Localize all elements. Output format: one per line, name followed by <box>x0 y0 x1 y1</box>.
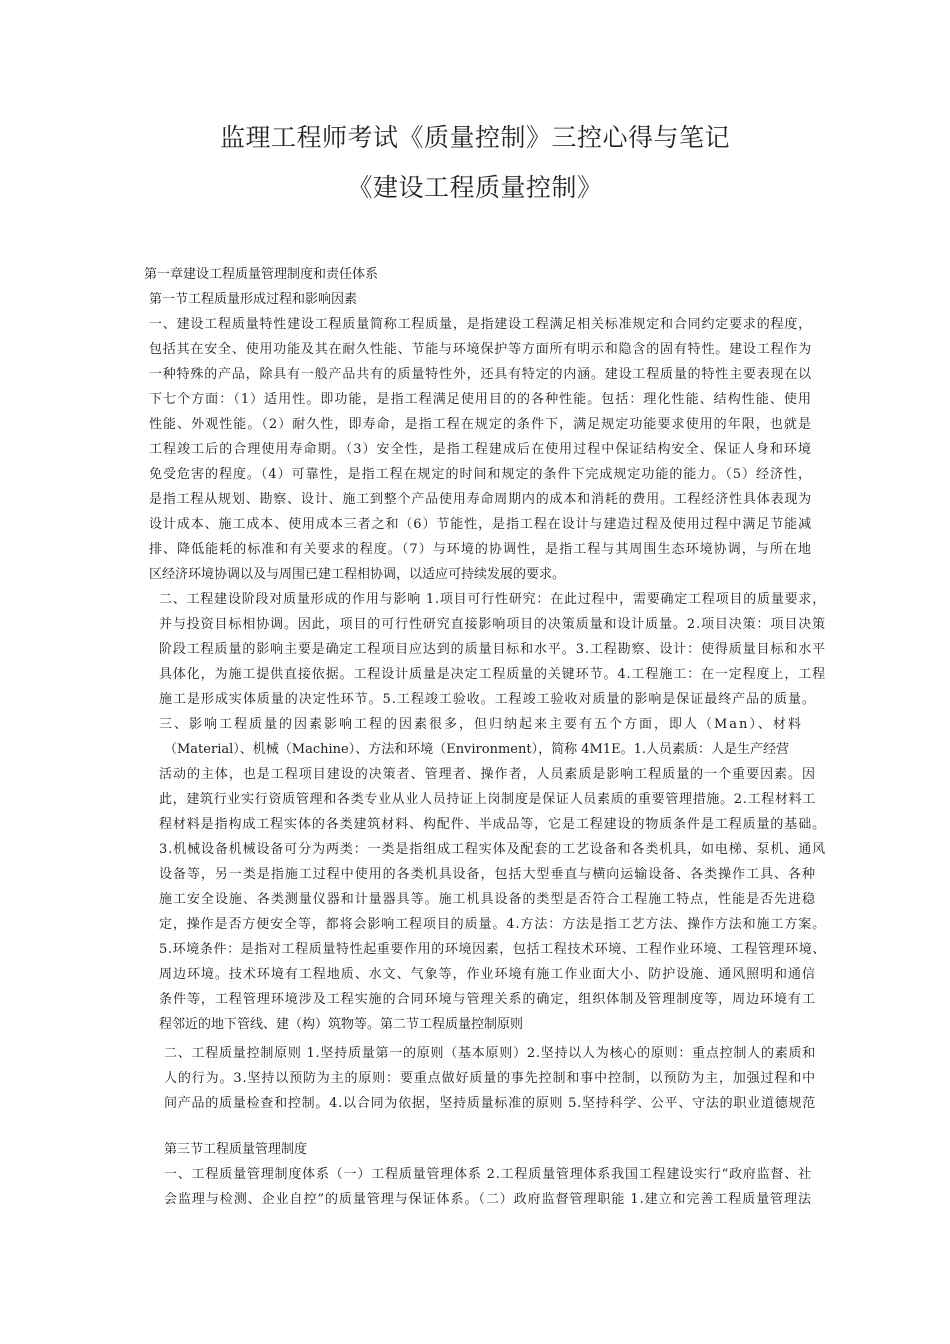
body-line: 会监理与检测、企业自控”的质量管理与保证体系。（二）政府监督管理职能 1.建立和完善工程质量管理法 <box>164 1192 812 1207</box>
body-line: 设计成本、施工成本、使用成本三者之和（6）节能性，是指工程在设计与建造过程及使用过程中满足节能减 <box>149 517 812 532</box>
body-line: 第一节工程质量形成过程和影响因素 <box>149 292 358 307</box>
body-line: 具体化，为施工提供直接依据。工程设计质量是决定工程质量的关键环节。4.工程施工：在一定程度上，工程 <box>159 667 826 682</box>
body-line: 免受危害的程度。（4）可靠性，是指工程在规定的时间和规定的条件下完成规定功能的能力。（5）经济性， <box>149 467 812 482</box>
body-line: 下七个方面：（1）适用性。即功能，是指工程满足使用目的的各种性能。包括：理化性能、结构性能、使用 <box>149 392 812 407</box>
body-line: 间产品的质量检查和控制。4.以合同为依据，坚持质量标准的原则 5.坚持科学、公平、守法的职业道德规范 <box>164 1096 816 1111</box>
body-line: 施工是形成实体质量的决定性环节。5.工程竣工验收。工程竣工验收对质量的影响是保证最终产品的质量。 <box>159 692 816 707</box>
body-line: 排、降低能耗的标准和有关要求的程度。（7）与环境的协调性，是指工程与其周围生态环境协调，与所在地 <box>149 542 812 557</box>
body-line: 第三节工程质量管理制度 <box>164 1142 308 1157</box>
body-line: 区经济环境协调以及与周围已建工程相协调，以适应可持续发展的要求。 <box>149 567 566 582</box>
body-line: 包括其在安全、使用功能及其在耐久性能、节能与环境保护等方面所有明示和隐含的固有特性。建设工程作为 <box>149 342 812 357</box>
document-subtitle: 《建设工程质量控制》 <box>347 173 603 202</box>
document-title: 监理工程师考试《质量控制》三控心得与笔记 <box>219 123 730 152</box>
body-line: 二、工程建设阶段对质量形成的作用与影响 1.项目可行性研究：在此过程中，需要确定工程项目的质量要求， <box>159 592 826 607</box>
body-line: 性能、外观性能。（2）耐久性，即寿命，是指工程在规定的条件下，满足规定功能要求使用的年限，也就是 <box>149 417 812 432</box>
body-line: 是指工程从规划、勘察、设计、施工到整个产品使用寿命周期内的成本和消耗的费用。工程经济性具体表现为 <box>149 492 812 507</box>
body-line: 工程竣工后的合理使用寿命期。（3）安全性，是指工程建成后在使用过程中保证结构安全、保证人身和环境 <box>149 442 812 457</box>
body-line: 施工安全设施、各类测量仪器和计量器具等。施工机具设备的类型是否符合工程施工特点，性能是否先进稳 <box>159 892 816 907</box>
body-line: 3.机械设备机械设备可分为两类：一类是指组成工程实体及配套的工艺设备和各类机具，如电梯、泵机、通风 <box>159 842 826 857</box>
body-line: （Material）、机械（Machine）、方法和环境（Environment），简称 4M1E。1.人员素质：人是生产经营 <box>164 742 789 757</box>
body-line: 并与投资目标相协调。因此，项目的可行性研究直接影响项目的决策质量和设计质量。2.项目决策：项目决策 <box>159 617 826 632</box>
body-line: 二、工程质量控制原则 1.坚持质量第一的原则（基本原则）2.坚持以人为核心的原则：重点控制人的素质和 <box>164 1046 816 1061</box>
body-line: 此，建筑行业实行资质管理和各类专业从业人员持证上岗制度是保证人员素质的重要管理措施。2.工程材料工 <box>159 792 816 807</box>
body-line: 三、影响工程质量的因素影响工程的因素很多，但归纳起来主要有五个方面，即人（Man）、材料 <box>159 717 803 732</box>
body-line: 一、工程质量管理制度体系（一）工程质量管理体系 2.工程质量管理体系我国工程建设实行“政府监督、社 <box>164 1167 812 1182</box>
body-line: 程邻近的地下管线、建（构）筑物等。第二节工程质量控制原则 <box>159 1017 524 1032</box>
body-line: 条件等，工程管理环境涉及工程实施的合同环境与管理关系的确定，组织体制及管理制度等，周边环境有工 <box>159 992 816 1007</box>
body-line: 定，操作是否方便安全等，都将会影响工程项目的质量。4.方法：方法是指工艺方法、操作方法和施工方案。 <box>159 917 826 932</box>
body-line: 人的行为。3.坚持以预防为主的原则：要重点做好质量的事先控制和事中控制，以预防为主，加强过程和中 <box>164 1071 816 1086</box>
body-line: 一种特殊的产品，除具有一般产品共有的质量特性外，还具有特定的内涵。建设工程质量的特性主要表现在以 <box>149 367 812 382</box>
body-line: 5.环境条件：是指对工程质量特性起重要作用的环境因素，包括工程技术环境、工程作业环境、工程管理环境、 <box>159 942 826 957</box>
body-line: 一、建设工程质量特性建设工程质量简称工程质量，是指建设工程满足相关标准规定和合同约定要求的程度， <box>149 317 812 332</box>
body-line: 周边环境。技术环境有工程地质、水文、气象等，作业环境有施工作业面大小、防护设施、通风照明和通信 <box>159 967 816 982</box>
body-line: 活动的主体，也是工程项目建设的决策者、管理者、操作者，人员素质是影响工程质量的一个重要因素。因 <box>159 767 816 782</box>
body-line: 程材料是指构成工程实体的各类建筑材料、构配件、半成品等，它是工程建设的物质条件是工程质量的基础。 <box>159 817 826 832</box>
body-line: 设备等，另一类是指施工过程中使用的各类机具设备，包括大型垂直与横向运输设备、各类操作工具、各种 <box>159 867 816 882</box>
body-line: 阶段工程质量的影响主要是确定工程项目应达到的质量目标和水平。3.工程勘察、设计：使得质量目标和水平 <box>159 642 826 657</box>
body-line: 第一章建设工程质量管理制度和责任体系 <box>144 267 379 282</box>
